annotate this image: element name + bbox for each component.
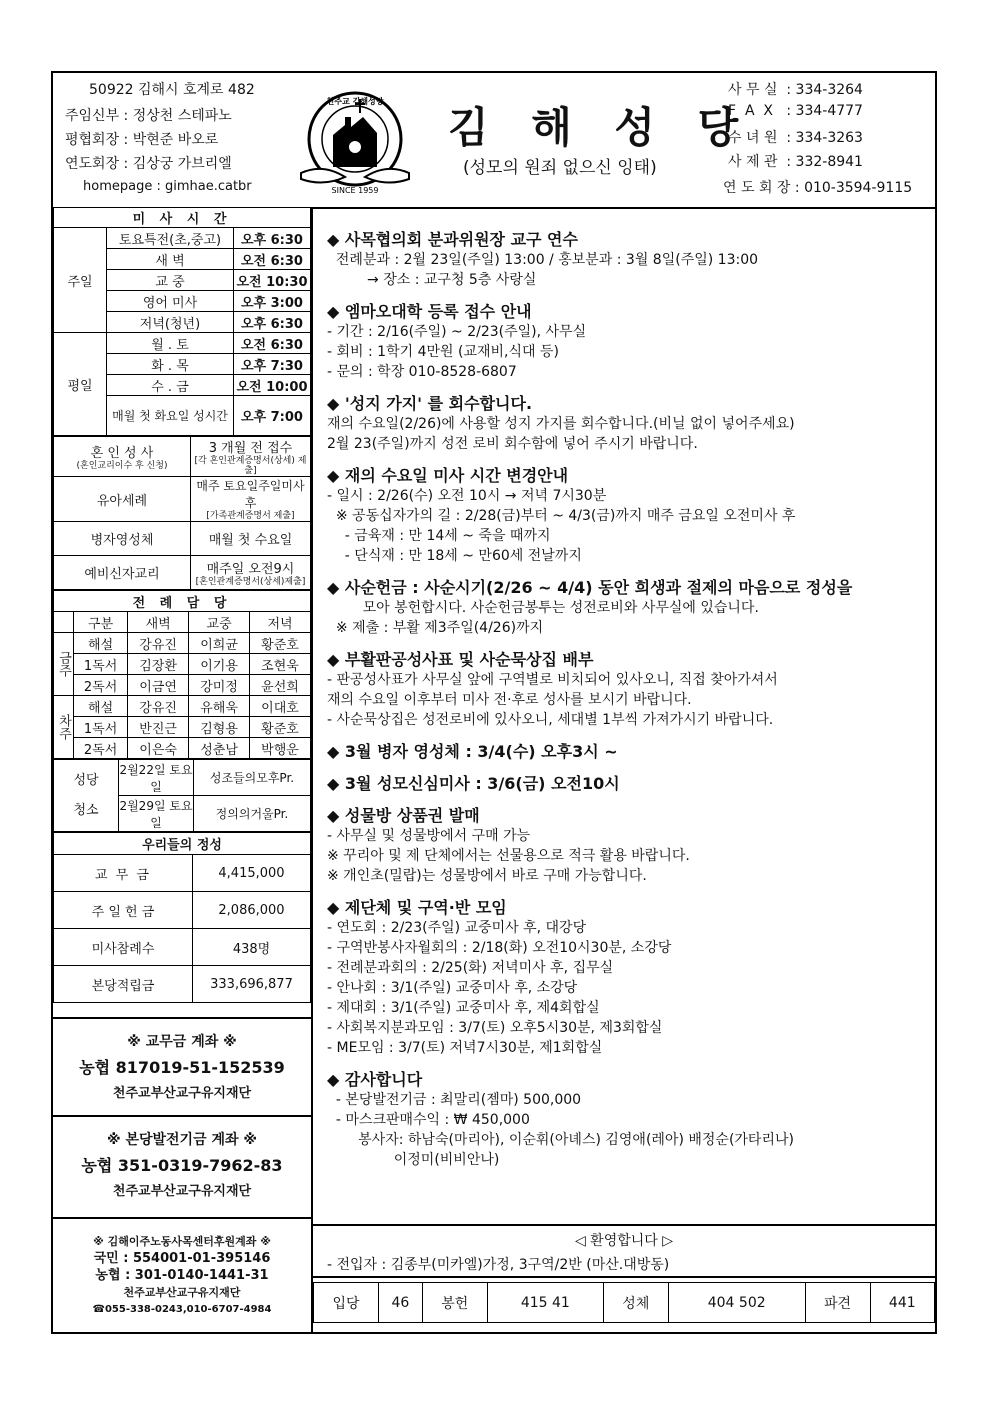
stats-table bbox=[313, 1282, 935, 1323]
notice-title: ◆ 감사합니다 bbox=[327, 1070, 423, 1089]
account-phone: ☎055-338-0243,010-6707-4984 bbox=[92, 1304, 272, 1315]
sacrament-time: 매주 토요일주일미사 후 bbox=[196, 479, 305, 510]
person: 강미정 bbox=[189, 675, 250, 696]
notice-line: ※ 개인초(밀랍)는 성물방에서 바로 구매 가능합니다. bbox=[327, 868, 647, 884]
weekday-label: 평일 bbox=[54, 333, 107, 436]
welcome-text: - 전입자 : 김종부(미카엘)가정, 3구역/2반 (마산.대방동) bbox=[327, 1257, 670, 1273]
person: 강유진 bbox=[128, 633, 189, 654]
sacrament-time: 3 개월 전 접수 bbox=[208, 441, 293, 456]
account-box-migrant bbox=[53, 1217, 311, 1332]
sacrament-note: [혼인관계증명서(상세)제출] bbox=[195, 577, 306, 587]
contact-elderly: 연 도 회 장 : 010-3594-9115 bbox=[723, 180, 913, 196]
mass-time: 오전 6:30 bbox=[234, 333, 311, 354]
elderly-president: 연도회장 : 김상궁 가브리엘 bbox=[65, 156, 232, 172]
offering-value: 4,415,000 bbox=[193, 855, 311, 892]
person: 강유진 bbox=[128, 696, 189, 717]
account-title: ※ 본당발전기금 계좌 ※ bbox=[106, 1132, 258, 1148]
mass-time: 오후 7:30 bbox=[234, 354, 311, 375]
logo-top-text: 천주교 김해성당 bbox=[326, 97, 384, 106]
notice-item bbox=[327, 895, 927, 1058]
mass-name: 영어 미사 bbox=[107, 291, 234, 312]
notice-line: → 장소 : 교구청 5층 사랑실 bbox=[327, 272, 537, 288]
notice-line: - 사순묵상집은 성전로비에 있사오니, 세대별 1부씩 가져가시기 바랍니다. bbox=[327, 712, 774, 728]
role: 1독서 bbox=[74, 654, 128, 675]
sacrament-note: (혼인교리이수 후 신청) bbox=[76, 461, 168, 471]
person: 윤선희 bbox=[250, 675, 311, 696]
contact-convent: 수 녀 원 : 334-3263 bbox=[728, 130, 863, 146]
notice-line: - 안나회 : 3/1(주일) 교중미사 후, 소강당 bbox=[327, 980, 578, 996]
account-box-fund bbox=[53, 1115, 311, 1205]
parish-subtitle: (성모의 원죄 없으신 잉태) bbox=[463, 158, 657, 178]
sacrament-name: 유아세례 bbox=[54, 477, 191, 522]
address: 50922 김해시 호계로 482 bbox=[89, 82, 255, 98]
mass-times-table bbox=[53, 207, 311, 436]
notice-line: - 구역반봉사자월회의 : 2/18(화) 오전10시30분, 소강당 bbox=[327, 940, 672, 956]
council-president: 평협회장 : 박현준 바오로 bbox=[65, 132, 219, 148]
notice-line: 재의 수요일(2/26)에 사용할 성지 가지를 회수합니다.(비닐 없이 넣어주세요) bbox=[327, 416, 795, 432]
col-header: 구분 bbox=[74, 612, 128, 633]
liturgy-title: 전 례 담 당 bbox=[54, 591, 311, 612]
person: 이희균 bbox=[189, 633, 250, 654]
sacrament-time: 매월 첫 수요일 bbox=[191, 522, 311, 556]
person: 성춘남 bbox=[189, 738, 250, 759]
col-header: 새벽 bbox=[128, 612, 189, 633]
contact-rectory: 사 제 관 : 332-8941 bbox=[728, 154, 863, 170]
notice-title: ◆ 성물방 상품권 발매 bbox=[327, 806, 480, 825]
notice-title: ◆ 사순헌금 : 사순시기(2/26 ~ 4/4) 동안 희생과 절제의 마음으로 정성을 bbox=[327, 578, 853, 597]
sacrament-name: 병자영성체 bbox=[54, 522, 191, 556]
stat-value: 404 502 bbox=[668, 1283, 805, 1323]
cleaning-table bbox=[53, 759, 311, 832]
offering-label: 본당적립금 bbox=[54, 966, 193, 1003]
church-logo bbox=[293, 87, 417, 197]
cleaning-date: 2월22일 토요일 bbox=[119, 760, 194, 796]
offering-label: 미사참례수 bbox=[54, 929, 193, 966]
person: 김장환 bbox=[128, 654, 189, 675]
person: 김형용 bbox=[189, 717, 250, 738]
person: 유해욱 bbox=[189, 696, 250, 717]
contact-fax: F A X : 334-4777 bbox=[728, 103, 863, 119]
role: 2독서 bbox=[74, 675, 128, 696]
account-box-dues bbox=[53, 1017, 311, 1107]
notice-line: - 사회복지분과모임 : 3/7(토) 오후5시30분, 제3회합실 bbox=[327, 1020, 663, 1036]
mass-time: 오후 6:30 bbox=[234, 312, 311, 333]
this-week-label: 금주 bbox=[54, 633, 74, 696]
stat-label: 파견 bbox=[805, 1283, 870, 1323]
notice-title: ◆ 재의 수요일 미사 시간 변경안내 bbox=[327, 466, 569, 485]
notice-title: ◆ '성지 가지' 를 회수합니다. bbox=[327, 394, 533, 413]
pastor: 주임신부 : 정상천 스테파노 bbox=[65, 108, 232, 124]
offering-value: 438명 bbox=[193, 929, 311, 966]
notice-title: ◆ 3월 성모신심미사 : 3/6(금) 오전10시 bbox=[327, 774, 620, 793]
sacrament-time: 매주일 오전9시 bbox=[206, 562, 295, 577]
offering-title: 우리들의 정성 bbox=[54, 833, 311, 855]
sacraments-table bbox=[53, 436, 311, 590]
mass-time: 오후 3:00 bbox=[234, 291, 311, 312]
sacrament-note: [가족관계증명서 제출] bbox=[206, 511, 295, 521]
role: 2독서 bbox=[74, 738, 128, 759]
notice-line: 2월 23(주일)까지 성전 로비 회수함에 넣어 주시기 바랍니다. bbox=[327, 436, 698, 452]
account-number: 국민 : 554001-01-395146 bbox=[93, 1251, 271, 1266]
cleaning-group: 정의의거울Pr. bbox=[194, 796, 311, 832]
next-week-label: 차주 bbox=[54, 696, 74, 759]
notice-title: ◆ 부활판공성사표 및 사순묵상집 배부 bbox=[327, 650, 594, 669]
notice-item bbox=[327, 739, 927, 762]
contact-office: 사 무 실 : 334-3264 bbox=[728, 82, 863, 98]
notice-item bbox=[327, 803, 927, 886]
cleaning-label: 청소 bbox=[73, 802, 99, 818]
notice-line: - 단식재 : 만 18세 ~ 만60세 전날까지 bbox=[327, 548, 582, 564]
notice-line: - 판공성사표가 사무실 앞에 구역별로 비치되어 있사오니, 직접 찾아가셔서 bbox=[327, 672, 778, 688]
notice-line: - 금육재 : 만 14세 ~ 죽을 때까지 bbox=[327, 528, 551, 544]
homepage[interactable]: homepage : gimhae.catbr bbox=[83, 179, 252, 194]
cleaning-label: 성당 bbox=[73, 772, 99, 788]
offering-table bbox=[53, 832, 311, 1003]
notice-title: ◆ 3월 병자 영성체 : 3/4(수) 오후3시 ~ bbox=[327, 742, 618, 761]
account-holder: 천주교부산교구유지재단 bbox=[123, 1286, 241, 1299]
mass-time: 오전 10:30 bbox=[234, 270, 311, 291]
notice-line: - 전례분과회의 : 2/25(화) 저녁미사 후, 집무실 bbox=[327, 960, 614, 976]
cleaning-group: 성조들의모후Pr. bbox=[194, 760, 311, 796]
sacrament-name: 혼 인 성 사 bbox=[90, 446, 154, 461]
mass-time: 오전 10:00 bbox=[234, 375, 311, 396]
left-column bbox=[53, 207, 313, 1332]
offering-label: 주 일 헌 금 bbox=[54, 892, 193, 929]
notice-line: - 사무실 및 성물방에서 구매 가능 bbox=[327, 828, 531, 844]
notice-item bbox=[327, 771, 927, 794]
mass-name: 화 . 목 bbox=[107, 354, 234, 375]
notice-line: 봉사자: 하남숙(마리아), 이순휘(아녜스) 김영애(레아) 배정순(가타리나) bbox=[327, 1132, 794, 1148]
sacrament-note: [각 혼인관계증명서(상세) 제출] bbox=[194, 456, 307, 476]
logo-since-text: SINCE 1959 bbox=[331, 186, 379, 195]
notice-title: ◆ 제단체 및 구역·반 모임 bbox=[327, 898, 507, 917]
notice-item bbox=[327, 463, 927, 566]
col-header: 교중 bbox=[189, 612, 250, 633]
offering-label: 교 무 금 bbox=[54, 855, 193, 892]
notice-item bbox=[327, 647, 927, 730]
sunday-label: 주일 bbox=[54, 228, 107, 333]
mass-name: 교 중 bbox=[107, 270, 234, 291]
notice-line: 전례분과 : 2월 23일(주일) 13:00 / 홍보분과 : 3월 8일(주일) 13:00 bbox=[327, 252, 759, 268]
stat-label: 입당 bbox=[314, 1283, 379, 1323]
notice-line: ※ 제출 : 부활 제3주일(4/26)까지 bbox=[327, 620, 544, 636]
notice-item bbox=[327, 575, 927, 638]
mass-name: 매월 첫 화요일 성시간 bbox=[107, 396, 234, 436]
notice-item bbox=[327, 227, 927, 290]
notice-item bbox=[327, 1067, 927, 1170]
mass-name: 월 . 토 bbox=[107, 333, 234, 354]
cleaning-date: 2월29일 토요일 bbox=[119, 796, 194, 832]
person: 황준호 bbox=[250, 717, 311, 738]
notices-list bbox=[327, 227, 927, 1179]
account-number: 농협 : 301-0140-1441-31 bbox=[95, 1268, 269, 1283]
notice-line: 재의 수요일 이후부터 미사 전·후로 성사를 보시기 바랍니다. bbox=[327, 692, 692, 708]
account-holder: 천주교부산교구유지재단 bbox=[112, 1184, 252, 1199]
notice-line: ※ 공동십자가의 길 : 2/28(금)부터 ~ 4/3(금)까지 매주 금요일 오전미사 후 bbox=[327, 508, 796, 524]
mass-name: 토요특전(초,중고) bbox=[107, 228, 234, 249]
mass-time: 오전 6:30 bbox=[234, 249, 311, 270]
notice-line: - 기간 : 2/16(주일) ~ 2/23(주일), 사무실 bbox=[327, 324, 587, 340]
header bbox=[53, 73, 935, 209]
account-number: 농협 351-0319-7962-83 bbox=[81, 1156, 283, 1175]
welcome-title: ◁ 환영합니다 ▷ bbox=[574, 1233, 674, 1249]
mass-name: 저녁(청년) bbox=[107, 312, 234, 333]
notice-line: 모아 봉헌합시다. 사순헌금봉투는 성전로비와 사무실에 있습니다. bbox=[327, 600, 759, 616]
account-holder: 천주교부산교구유지재단 bbox=[112, 1086, 252, 1101]
parish-title: 김 해 성 당 bbox=[448, 103, 753, 152]
mass-name: 수 . 금 bbox=[107, 375, 234, 396]
notice-title: ◆ 엠마오대학 등록 접수 안내 bbox=[327, 302, 532, 321]
col-header: 저녁 bbox=[250, 612, 311, 633]
stat-label: 성체 bbox=[603, 1283, 668, 1323]
mass-time: 오후 6:30 bbox=[234, 228, 311, 249]
stat-value: 46 bbox=[379, 1283, 423, 1323]
person: 이기용 bbox=[189, 654, 250, 675]
notice-item bbox=[327, 299, 927, 382]
stat-value: 415 41 bbox=[487, 1283, 603, 1323]
account-number: 농협 817019-51-152539 bbox=[79, 1058, 285, 1077]
mass-time: 오후 7:00 bbox=[234, 396, 311, 436]
account-title: ※ 교무금 계좌 ※ bbox=[127, 1034, 237, 1050]
stat-value: 441 bbox=[870, 1283, 934, 1323]
liturgy-table bbox=[53, 590, 311, 759]
mass-name: 새 벽 bbox=[107, 249, 234, 270]
role: 해설 bbox=[74, 696, 128, 717]
notice-title: ◆ 사목협의회 분과위원장 교구 연수 bbox=[327, 230, 578, 249]
mass-title: 미 사 시 간 bbox=[54, 208, 311, 228]
person: 황준호 bbox=[250, 633, 311, 654]
person: 이은숙 bbox=[128, 738, 189, 759]
role: 1독서 bbox=[74, 717, 128, 738]
person: 이대호 bbox=[250, 696, 311, 717]
notice-line: - 연도회 : 2/23(주일) 교중미사 후, 대강당 bbox=[327, 920, 587, 936]
role: 해설 bbox=[74, 633, 128, 654]
person: 이금연 bbox=[128, 675, 189, 696]
notice-line: - 일시 : 2/26(수) 오전 10시 → 저녁 7시30분 bbox=[327, 488, 607, 504]
offering-value: 333,696,877 bbox=[193, 966, 311, 1003]
notice-line: - 회비 : 1학기 4만원 (교재비,식대 등) bbox=[327, 344, 559, 360]
right-column bbox=[313, 207, 935, 1332]
person: 반진근 bbox=[128, 717, 189, 738]
stat-label: 봉헌 bbox=[422, 1283, 487, 1323]
person: 조현욱 bbox=[250, 654, 311, 675]
notice-line: - 본당발전기금 : 최말리(젬마) 500,000 bbox=[327, 1092, 582, 1108]
bulletin-frame bbox=[51, 71, 937, 1334]
notice-line: - 마스크판매수익 : ₩ 450,000 bbox=[327, 1112, 530, 1128]
notice-line: 이정미(비비안나) bbox=[327, 1152, 500, 1168]
sacrament-name: 예비신자교리 bbox=[54, 556, 191, 590]
account-title: ※ 김해이주노동사목센터후원계좌 ※ bbox=[93, 1235, 271, 1248]
notice-line: - ME모임 : 3/7(토) 저녁7시30분, 제1회합실 bbox=[327, 1040, 603, 1056]
notice-line: - 제대회 : 3/1(주일) 교중미사 후, 제4회합실 bbox=[327, 1000, 600, 1016]
welcome-box bbox=[313, 1224, 935, 1278]
notice-item bbox=[327, 391, 927, 454]
notice-line: ※ 꾸리아 및 제 단체에서는 선물용으로 적극 활용 바랍니다. bbox=[327, 848, 690, 864]
notice-line: - 문의 : 학장 010-8528-6807 bbox=[327, 364, 517, 380]
person: 박행운 bbox=[250, 738, 311, 759]
offering-value: 2,086,000 bbox=[193, 892, 311, 929]
